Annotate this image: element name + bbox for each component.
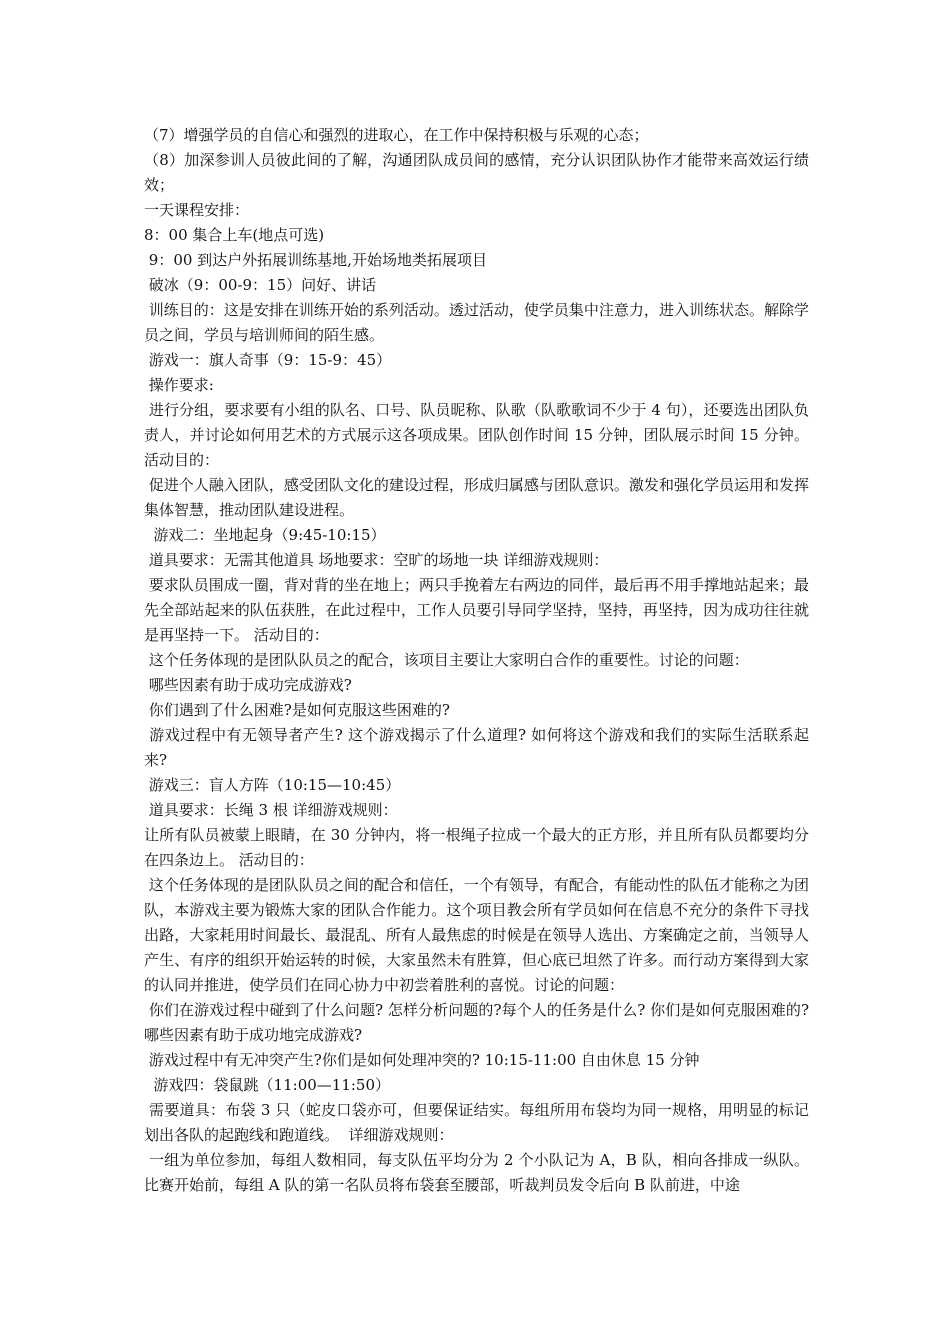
paragraph: 哪些因素有助于成功完成游戏? bbox=[144, 676, 352, 694]
paragraph: 要求队员围成一圈，背对背的坐在地上；两只手挽着左右两边的同伴，最后再不用手撑地站起来；最先全部站起来的队伍获胜，在此过程中，工作人员要引导同学坚持，坚持，再坚持，因为成功往往就是再坚持一下。 活动目的： bbox=[144, 576, 809, 644]
paragraph: （8）加深参训人员彼此间的了解，沟通团队成员间的感情，充分认识团队协作才能带来高效运行绩效； bbox=[144, 151, 809, 194]
paragraph: 这个任务体现的是团队队员之间的配合和信任，一个有领导，有配合，有能动性的队伍才能称之为团队，本游戏主要为锻炼大家的团队合作能力。这个项目教会所有学员如何在信息不充分的条件下寻找出路，大家耗用时间最长、最混乱、所有人最焦虑的时候是在领导人选出、方案确定之前，当领导人产生、有序的组织开始运转的时候，大家虽然未有胜算，但心底已坦然了许多。而行动方案得到大家的认同并推进，使学员们在同心协力中初尝着胜利的喜悦。讨论的问题： bbox=[144, 876, 809, 994]
paragraph: 游戏四：袋鼠跳（11:00—11:50） bbox=[144, 1076, 391, 1094]
paragraph: 你们在游戏过程中碰到了什么问题? 怎样分析问题的?每个人的任务是什么? 你们是如何克服困难的? 哪些因素有助于成功地完成游戏? bbox=[144, 1001, 814, 1044]
paragraph: 操作要求: bbox=[144, 376, 214, 394]
paragraph: 一组为单位参加，每组人数相同，每支队伍平均分为 2 个小队记为 A，B 队，相向各排成一纵队。比赛开始前，每组 A 队的第一名队员将布袋套至腰部，听裁判员发令后向 B 队前进，中途 bbox=[144, 1151, 809, 1194]
paragraph: 需要道具：布袋 3 只（蛇皮口袋亦可，但要保证结实。每组所用布袋均为同一规格，用明显的标记划出各队的起跑线和跑道线。 详细游戏规则： bbox=[144, 1101, 809, 1144]
paragraph: 游戏一：旗人奇事（9：15-9：45） bbox=[144, 351, 392, 369]
paragraph: 促进个人融入团队，感受团队文化的建设过程，形成归属感与团队意识。激发和强化学员运用和发挥集体智慧，推动团队建设进程。 bbox=[144, 476, 809, 519]
paragraph: 让所有队员被蒙上眼睛，在 30 分钟内，将一根绳子拉成一个最大的正方形，并且所有队员都要均分在四条边上。 活动目的： bbox=[144, 826, 809, 869]
paragraph: 你们遇到了什么困难?是如何克服这些困难的? bbox=[144, 701, 450, 719]
paragraph: 游戏二：坐地起身（9:45-10:15） bbox=[144, 526, 386, 544]
paragraph: 一天课程安排： bbox=[144, 201, 250, 219]
paragraph: 8：00 集合上车(地点可选) bbox=[144, 226, 325, 244]
paragraph: 游戏过程中有无冲突产生?你们是如何处理冲突的? 10:15-11:00 自由休息 15 分钟 bbox=[144, 1051, 700, 1069]
paragraph: 破冰（9：00-9：15）问好、讲话 bbox=[144, 276, 377, 294]
paragraph: 训练目的：这是安排在训练开始的系列活动。透过活动，使学员集中注意力，进入训练状态。解除学员之间，学员与培训师间的陌生感。 bbox=[144, 301, 809, 344]
paragraph: 道具要求：无需其他道具 场地要求：空旷的场地一块 详细游戏规则： bbox=[144, 551, 609, 569]
paragraph: 游戏三：盲人方阵（10:15—10:45） bbox=[144, 776, 401, 794]
paragraph: （7）增强学员的自信心和强烈的进取心，在工作中保持积极与乐观的心态； bbox=[144, 126, 649, 144]
paragraph: 游戏过程中有无领导者产生? 这个游戏揭示了什么道理? 如何将这个游戏和我们的实际生活联系起来? bbox=[144, 726, 809, 769]
paragraph: 9：00 到达户外拓展训练基地,开始场地类拓展项目 bbox=[144, 251, 487, 269]
paragraph: 进行分组，要求要有小组的队名、口号、队员昵称、队歌（队歌歌词不少于 4 句），还要选出团队负责人，并讨论如何用艺术的方式展示这各项成果。团队创作时间 15 分钟，团队展示时间 15 分钟。 活动目的： bbox=[144, 401, 814, 469]
paragraph: 这个任务体现的是团队队员之的配合，该项目主要让大家明白合作的重要性。讨论的问题： bbox=[144, 651, 749, 669]
paragraph: 道具要求：长绳 3 根 详细游戏规则： bbox=[144, 801, 398, 819]
document-body bbox=[144, 123, 814, 1198]
